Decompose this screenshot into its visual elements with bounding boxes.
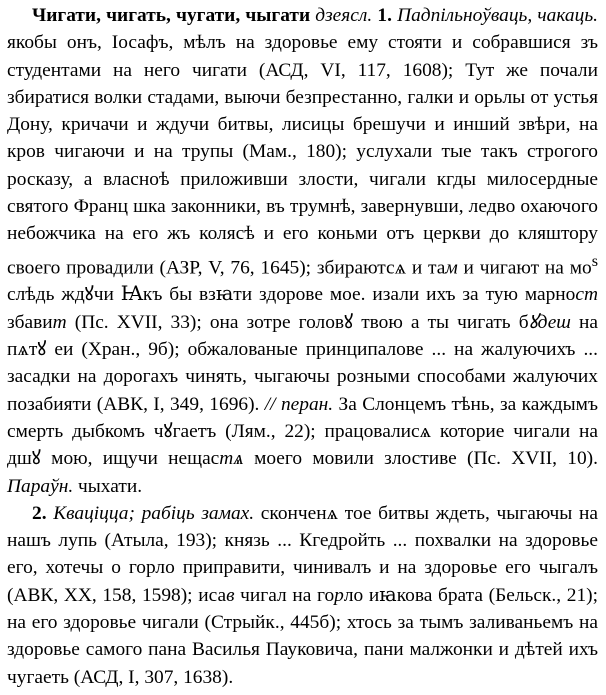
entry-sense-1-paragraph (7, 2, 598, 500)
sense-1-superscript: s (591, 252, 598, 270)
sense-1-italic-fragment-4: ꙋдеш (528, 311, 571, 333)
sense-1-italic-fragment-3: т (52, 311, 67, 333)
sense-1-citations-e: (Пс. XVII, 33); она зотре головꙋ твою а ты чигать б (66, 311, 529, 333)
sense-2-italic-fragment-2: р (334, 584, 344, 606)
sense-1-citations-g: За Слонцемъ тѣнь, за каждымъ смерть дыбкомъ чꙋгаетъ (Лям., 22); працовалисѧ которие чигали на дшꙋ мою, ищучи нещас (7, 393, 598, 470)
sense-1-citations-b: и чигают на мо (457, 257, 592, 279)
sense-1-citations-h: моего мовили злостиве (Пс. XVII, 10). (243, 448, 598, 470)
sense-2-citations-b: чигал на го (234, 584, 335, 606)
part-of-speech: дзеясл. (315, 5, 373, 26)
sense-2-italic-fragment-1: в (226, 584, 235, 606)
sense-1-citations-a: якобы онъ, Іосафъ, мѣлъ на здоровье ему стояти и собравшися зъ студентами на него чигати (АСД, VI, 117, 1608); Тут же почали збиратися волки стадами, выючи безпрестанно, галки и орьлы от устья Дону, кричачи и ждучи битвы, лисицы брешучи и инший звѣри, на кров чигаючи и на трупы (Мам., 180); услухали тые такъ строгого росказу, а власноѣ приложивши злости, чигали кгды милосердные святого Франц шка законники, въ трумнѣ, завернувши, ледво охаючого небожчика на его жъ колясѣ и его коньми отъ церкви до кляштору своего провадили (АЗР, V, 76, 1645); збираютсѧ и та (7, 32, 598, 279)
cross-reference-label: Параўн. (7, 475, 74, 497)
sense-2-number: 2. (32, 502, 47, 524)
entry-sense-2-paragraph (7, 500, 598, 691)
sense-1-number: 1. (377, 5, 392, 26)
cross-reference-target: чыхати. (78, 475, 143, 497)
sense-1-citations-f: на пѧтꙋ еи (Хран., 9б); обжалованые принципалове ... на жалуючихъ ... засадки на дорогахъ чинять, чыгаючы розными способами жалуючих позабияти (АВК, I, 349, 1696). (7, 311, 598, 415)
headword: Чигати, чигать, чугати, чыгати (32, 5, 311, 26)
sense-1-italic-fragment-1: м (445, 257, 458, 279)
sense-1-citations-c: слѣдь ждꙋчи Ꙗкъ бы взꙗти здорове мое. изали ихъ за тую марно (7, 284, 576, 306)
sense-2-gloss: Кваціцца; рабіць замах. (53, 502, 255, 524)
sense-2-citations-a: сконченѧ тое битвы ждеть, чыгаючы на нашъ лупь (Атыла, 193); князь ... Кгедройть ... похвалки на здоровье его, хотечы о горло приправити, чинивалъ и на здоровье его чыгалъ (АВК, XX, 158, 1598); иса (7, 502, 598, 606)
sense-1-gloss: Падпільноўваць, чакаць. (397, 5, 598, 26)
sense-1-citations-d: збави (7, 311, 53, 333)
sense-2-citations-c: ло иꙗкова брата (Бельск., 21); на его здоровье чигали (Стрыйк., 445б); хтось за тымъ заливаньемъ на здоровье самого пана Василья Пауковича, пани малжонки и дѣтей ихъ чугаеть (АСД, I, 307, 1638). (7, 584, 598, 688)
sense-1-italic-fragment-2: ст (575, 284, 598, 306)
sense-1-italic-fragment-5: тѧ (219, 448, 244, 470)
transferred-sense-label: // перан. (264, 393, 334, 415)
